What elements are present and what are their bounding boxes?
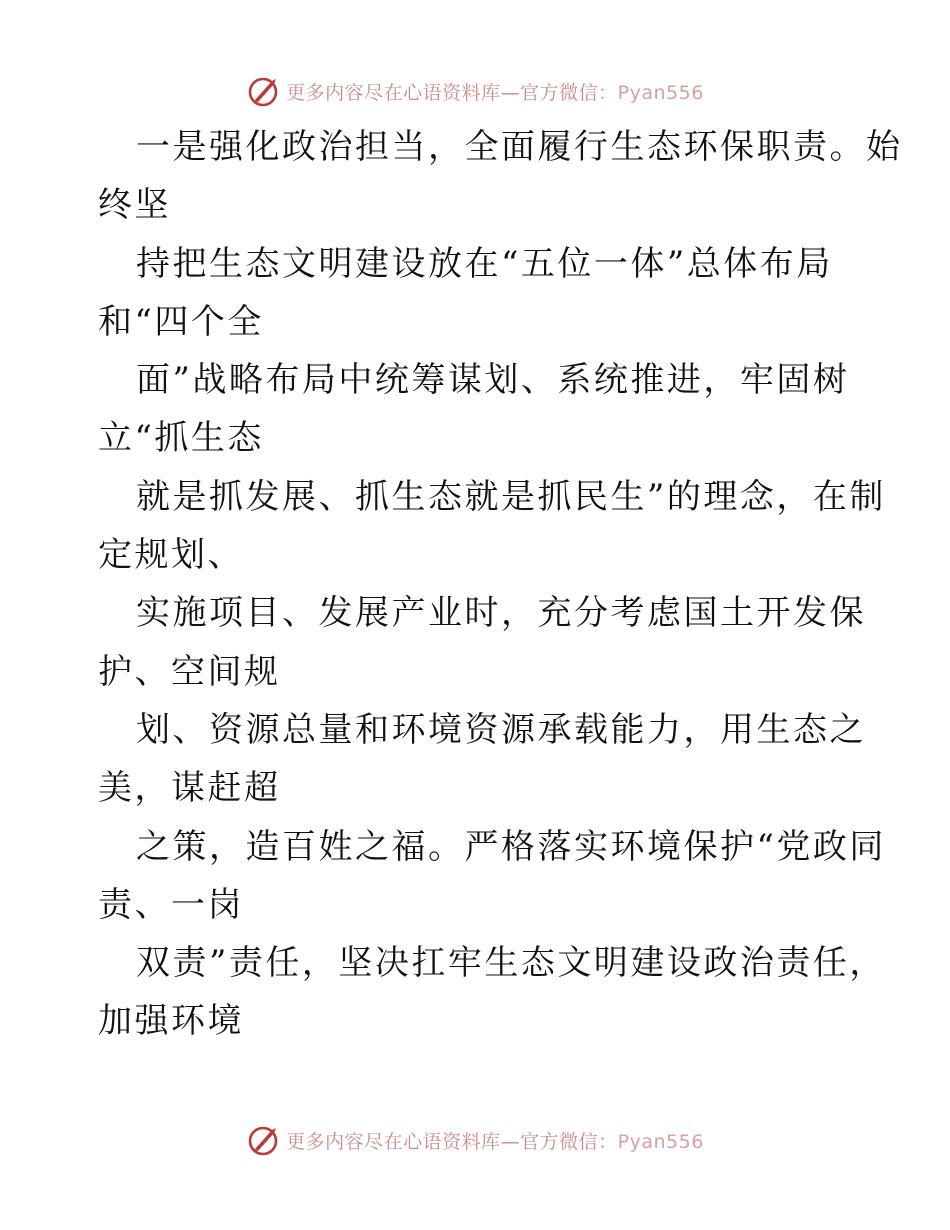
text-line: 终坚 bbox=[98, 185, 171, 226]
watermark-text: 更多内容尽在心语资料库—官方微信：Pyan556 bbox=[286, 1130, 704, 1153]
quill-pen-logo-icon bbox=[246, 73, 282, 109]
text-line: 实施项目、发展产业时，充分考虑国土开发保 bbox=[136, 593, 866, 634]
text-line: 定规划、 bbox=[98, 535, 244, 576]
text-line: 护、空间规 bbox=[98, 651, 281, 692]
text-line: 加强环境 bbox=[98, 1001, 244, 1042]
text-line: 和“四个全 bbox=[98, 301, 264, 342]
wechat-id: Pyan556 bbox=[617, 1130, 704, 1153]
text-line: 之策，造百姓之福。严格落实环境保护“党政同 bbox=[136, 826, 886, 867]
text-line: 持把生态文明建设放在“五位一体”总体布局 bbox=[136, 243, 833, 284]
text-line: 划、资源总量和环境资源承载能力，用生态之 bbox=[136, 709, 866, 750]
header-watermark bbox=[0, 71, 950, 111]
text-line: 双责”责任，坚决扛牢生态文明建设政治责任， bbox=[136, 943, 886, 984]
text-line: 就是抓发展、抓生态就是抓民生”的理念，在制 bbox=[136, 476, 886, 517]
document-body bbox=[98, 118, 903, 1051]
text-line: 责、一岗 bbox=[98, 884, 244, 925]
quill-pen-logo-icon bbox=[246, 1122, 282, 1158]
watermark-text: 更多内容尽在心语资料库—官方微信：Pyan556 bbox=[286, 81, 704, 104]
text-line: 一是强化政治担当，全面履行生态环保职责。始 bbox=[136, 127, 903, 167]
wechat-id: Pyan556 bbox=[617, 81, 704, 104]
text-line: 立“抓生态 bbox=[98, 418, 264, 459]
footer-watermark bbox=[0, 1120, 950, 1160]
text-line: 面”战略布局中统筹谋划、系统推进，牢固树 bbox=[136, 360, 850, 401]
text-line: 美，谋赶超 bbox=[98, 768, 281, 809]
